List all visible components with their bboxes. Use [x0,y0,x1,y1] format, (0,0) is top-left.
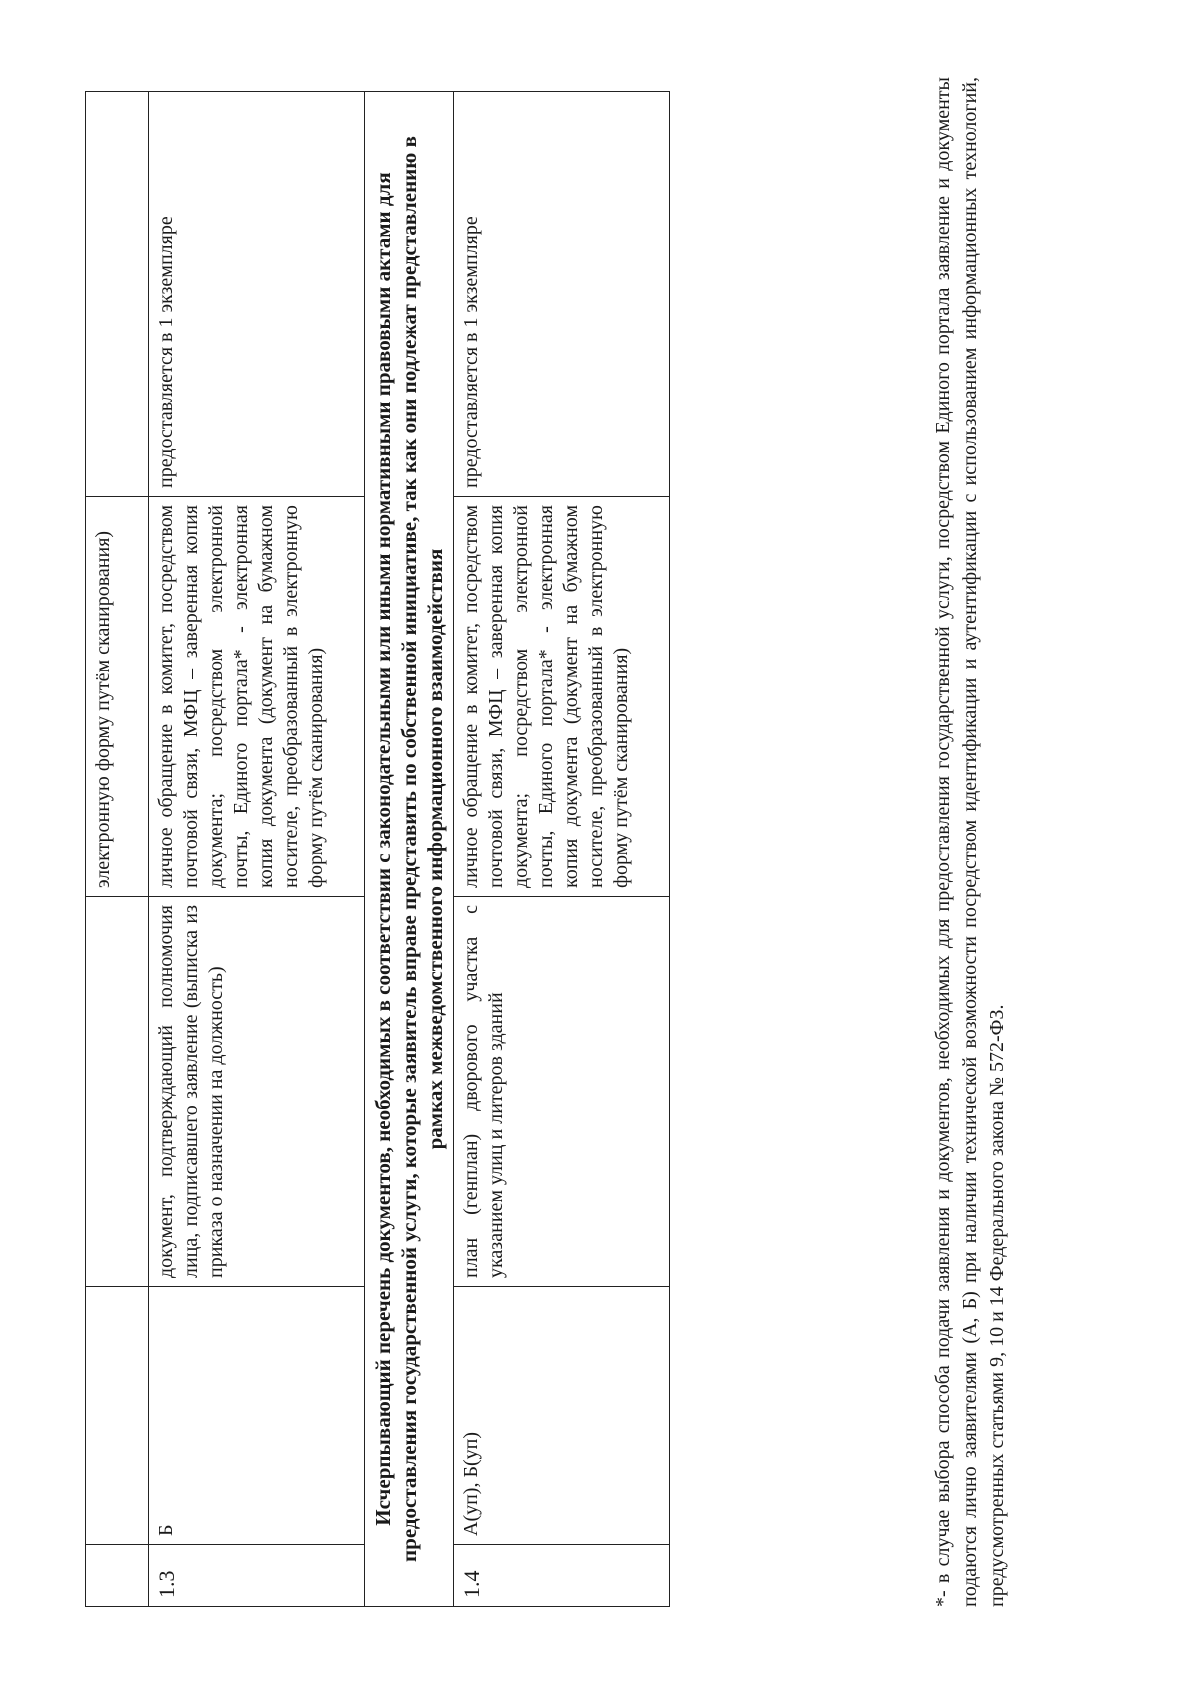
table-row [454,92,670,1607]
table-cell [86,1287,149,1545]
quantity-cell: предоставляется в 1 экземпляре [149,92,365,497]
applicant-category: А(уп), Б(уп) [454,1287,670,1545]
document-name: план (генплан) дворового участка с указанием улиц и литеров зданий [454,897,670,1287]
row-number: 1.3 [149,1545,365,1607]
table-row [149,92,365,1607]
applicant-category: Б [149,1287,365,1545]
table-row [365,92,454,1607]
submission-method-cell: электронную форму путём сканирования) [86,497,149,897]
table-cell [86,897,149,1287]
table-cell [86,92,149,497]
documents-table [85,91,670,1607]
footnote: *- в случае выбора способа подачи заявления и документов, необходимых для предоставления государственной услуги, посредством Единого портала заявление и документы подаются лично заявителями (А, Б) при наличии технической возможности посредством идентификации и аутентификации с использованием информационных технологий, предусмотренных статьями 9, 10 и 14 Федерального закона № 572-ФЗ. [932,77,1008,1607]
table-row [86,92,149,1607]
row-number: 1.4 [454,1545,670,1607]
table-cell [86,1545,149,1607]
document-name: документ, подтверждающий полномочия лица, подписавшего заявление (выписка из приказа о назначении на должность) [149,897,365,1287]
submission-method-cell: личное обращение в комитет, посредством почтовой связи, МФЦ – заверенная копия документа; посредством электронной почты, Единого портала* - электронная копия документа (документ на бумажном носителе, преобразованный в электронную форму путём сканирования) [149,497,365,897]
section-header: Исчерпывающий перечень документов, необходимых в соответствии с законодательными или иными нормативными правовыми актами для предоставления государственной услуги, которые заявитель вправе представить по собственной инициативе, так как они подлежат представлению в рамках межведомственного информационного взаимодействия [365,92,454,1607]
submission-method-cell: личное обращение в комитет, посредством почтовой связи, МФЦ – заверенная копия документа; посредством электронной почты, Единого портала* - электронная копия документа (документ на бумажном носителе, преобразованный в электронную форму путём сканирования) [454,497,670,897]
quantity-cell: предоставляется в 1 экземпляре [454,92,670,497]
